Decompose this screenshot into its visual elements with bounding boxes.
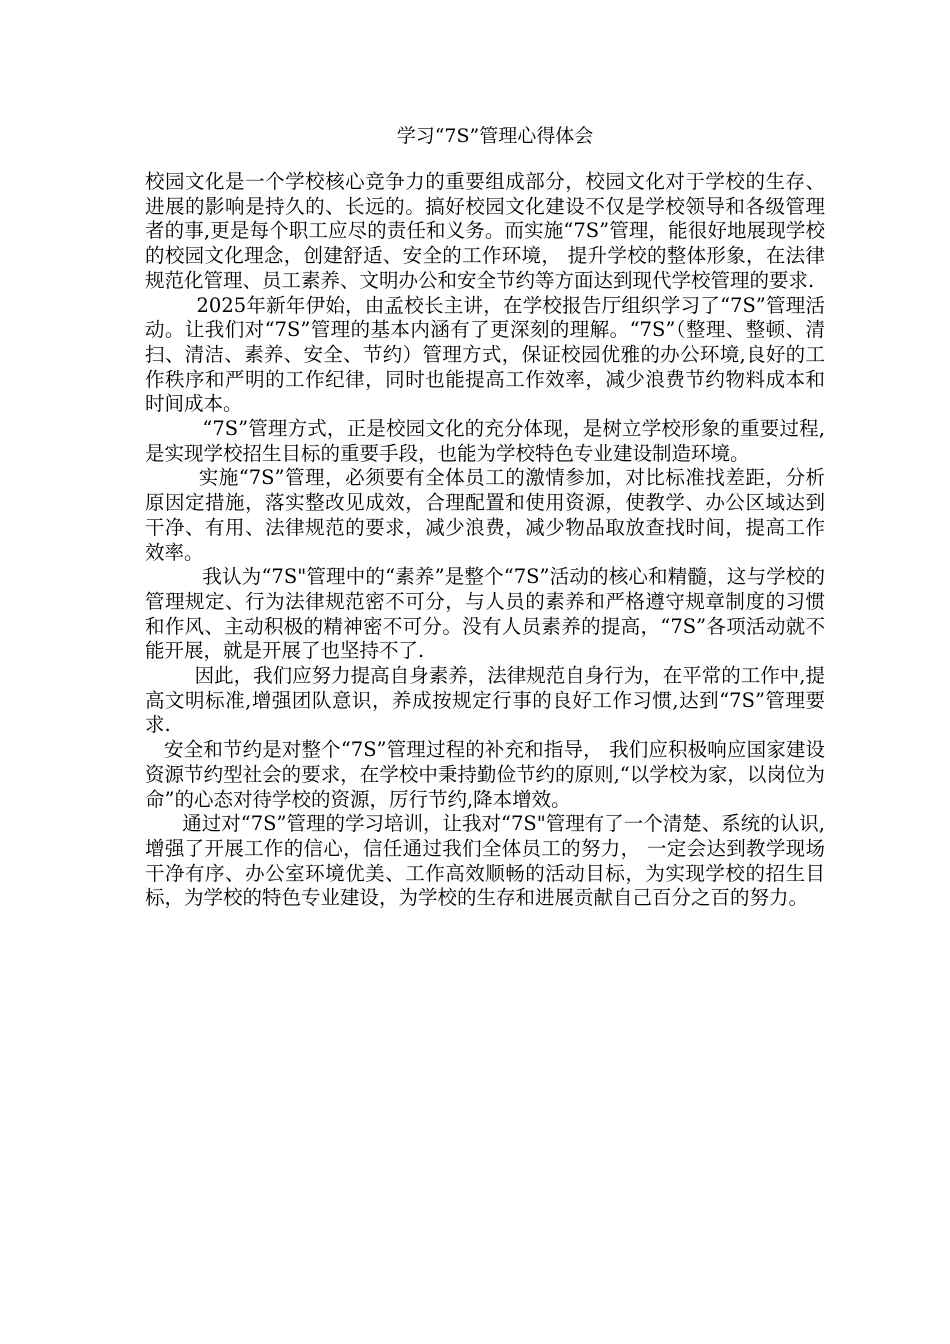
paragraph-8: 通过对“7S”管理的学习培训，让我对“7S"管理有了一个清楚、系统的认识,增强了开展工作的信心，信任通过我们全体员工的努力， 一定会达到教学现场干净有序、办公室环境优美、工作高效顺畅的活动目标，为实现学校的招生目标，为学校的特色专业建设，为学校的生存和进展贡献自己百分之百的努力。 — [145, 812, 825, 910]
document-title: 学习“7S”管理心得体会 — [396, 125, 594, 147]
paragraph-6: 因此，我们应努力提高自身素养，法律规范自身行为，在平常的工作中,提高文明标准,增强团队意识，养成按规定行事的良好工作习惯,达到“7S”管理要求. — [145, 664, 826, 737]
paragraph-7: 安全和节约是对整个“7S”管理过程的补充和指导， 我们应积极响应国家建设资源节约型社会的要求，在学校中秉持勤俭节约的原则,“以学校为家，以岗位为命”的心态对待学校的资源，厉行节约,降本增效。 — [145, 738, 825, 811]
paragraph-5: 我认为“7S"管理中的“素养”是整个“7S”活动的核心和精髓，这与学校的管理规定、行为法律规范密不可分，与人员的素养和严格遵守规章制度的习惯和作风、主动积极的精神密不可分。没有人员素养的提高，“7S”各项活动就不能开展，就是开展了也坚持不了. — [145, 565, 825, 663]
paragraph-3: “7S”管理方式，正是校园文化的充分体现，是树立学校形象的重要过程,是实现学校招生目标的重要手段，也能为学校特色专业建设制造环境。 — [145, 417, 825, 465]
paragraph-1: 校园文化是一个学校核心竞争力的重要组成部分，校园文化对于学校的生存、进展的影响是持久的、长远的。搞好校园文化建设不仅是学校领导和各级管理者的事,更是每个职工应尽的责任和义务。而实施“7S”管理，能很好地展现学校的校园文化理念，创建舒适、安全的工作环境， 提升学校的整体形象，在法律规范化管理、员工素养、文明办公和安全节约等方面达到现代学校管理的要求. — [145, 170, 825, 292]
document-page — [145, 118, 825, 911]
paragraph-4: 实施“7S”管理，必须要有全体员工的激情参加，对比标准找差距，分析原因定措施，落实整改见成效，合理配置和使用资源，使教学、办公区域达到干净、有用、法律规范的要求，减少浪费，减少物品取放查找时间，提高工作效率。 — [145, 466, 825, 564]
paragraph-2: 2025年新年伊始，由孟校长主讲，在学校报告厅组织学习了“7S”管理活动。让我们对“7S”管理的基本内涵有了更深刻的理解。“7S”（整理、整顿、清扫、清洁、素养、安全、节约）管理方式，保证校园优雅的办公环境,良好的工作秩序和严明的工作纪律，同时也能提高工作效率，减少浪费节约物料成本和时间成本。 — [145, 293, 825, 416]
